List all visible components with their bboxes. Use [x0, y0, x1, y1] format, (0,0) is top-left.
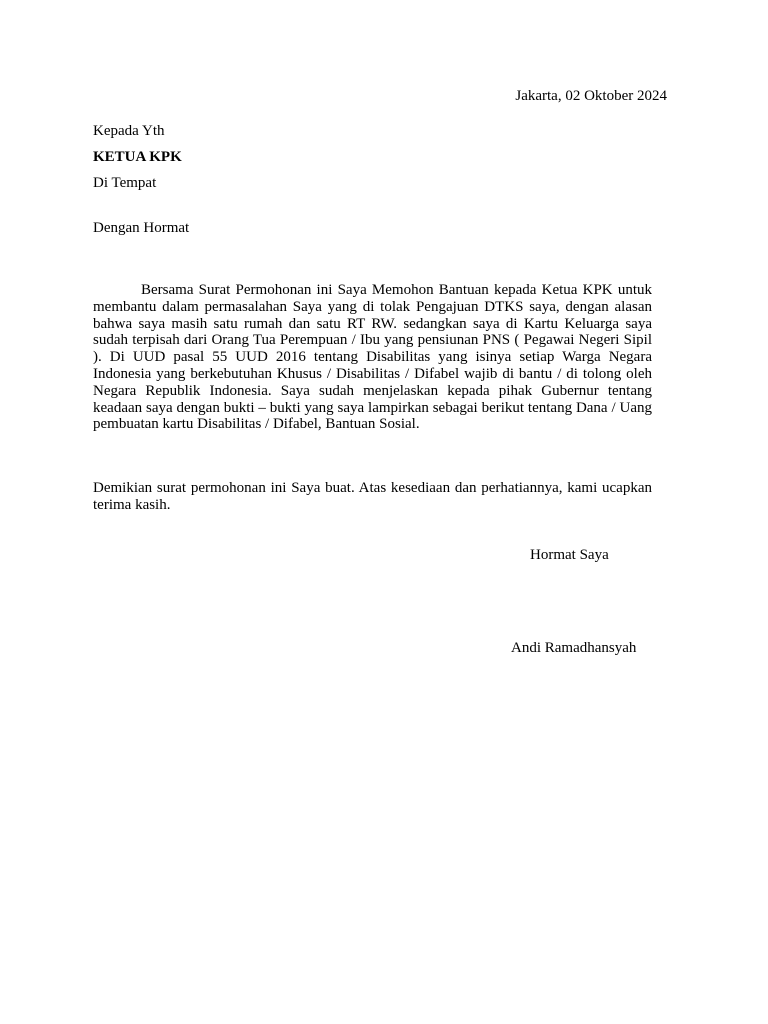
recipient-greeting: Kepada Yth: [93, 123, 165, 139]
regards: Hormat Saya: [530, 547, 609, 563]
recipient-block: [93, 118, 493, 196]
signer-name: Andi Ramadhansyah: [511, 640, 637, 656]
body-paragraph: Bersama Surat Permohonan ini Saya Memohon Bantuan kepada Ketua KPK untuk membantu dalam permasalahan Saya yang di tolak Pengajuan DTKS saya, dengan alasan bahwa saya masih satu rumah dan satu RT RW. sedangkan saya di Kartu Keluarga saya sudah terpisah dari Orang Tua Perempuan / Ibu yang pensiunan PNS ( Pegawai Negeri Sipil ). Di UUD pasal 55 UUD 2016 tentang Disabilitas yang isinya setiap Warga Negara Indonesia yang berkebutuhan Khusus / Disabilitas / Difabel wajib di bantu / di tolong oleh Negara Republik Indonesia. Saya sudah menjelaskan kepada pihak Gubernur tentang keadaan saya dengan bukti – bukti yang saya lampirkan sebagai berikut tentang Dana / Uang pembuatan kartu Disabilitas / Difabel, Bantuan Sosial.: [93, 282, 652, 433]
letter-date: Jakarta, 02 Oktober 2024: [515, 88, 667, 104]
closing-paragraph: Demikian surat permohonan ini Saya buat. Atas kesediaan dan perhatiannya, kami ucapkan terima kasih.: [93, 480, 652, 513]
salutation: Dengan Hormat: [93, 220, 190, 236]
recipient-title: KETUA KPK: [93, 149, 182, 165]
recipient-location: Di Tempat: [93, 175, 157, 191]
